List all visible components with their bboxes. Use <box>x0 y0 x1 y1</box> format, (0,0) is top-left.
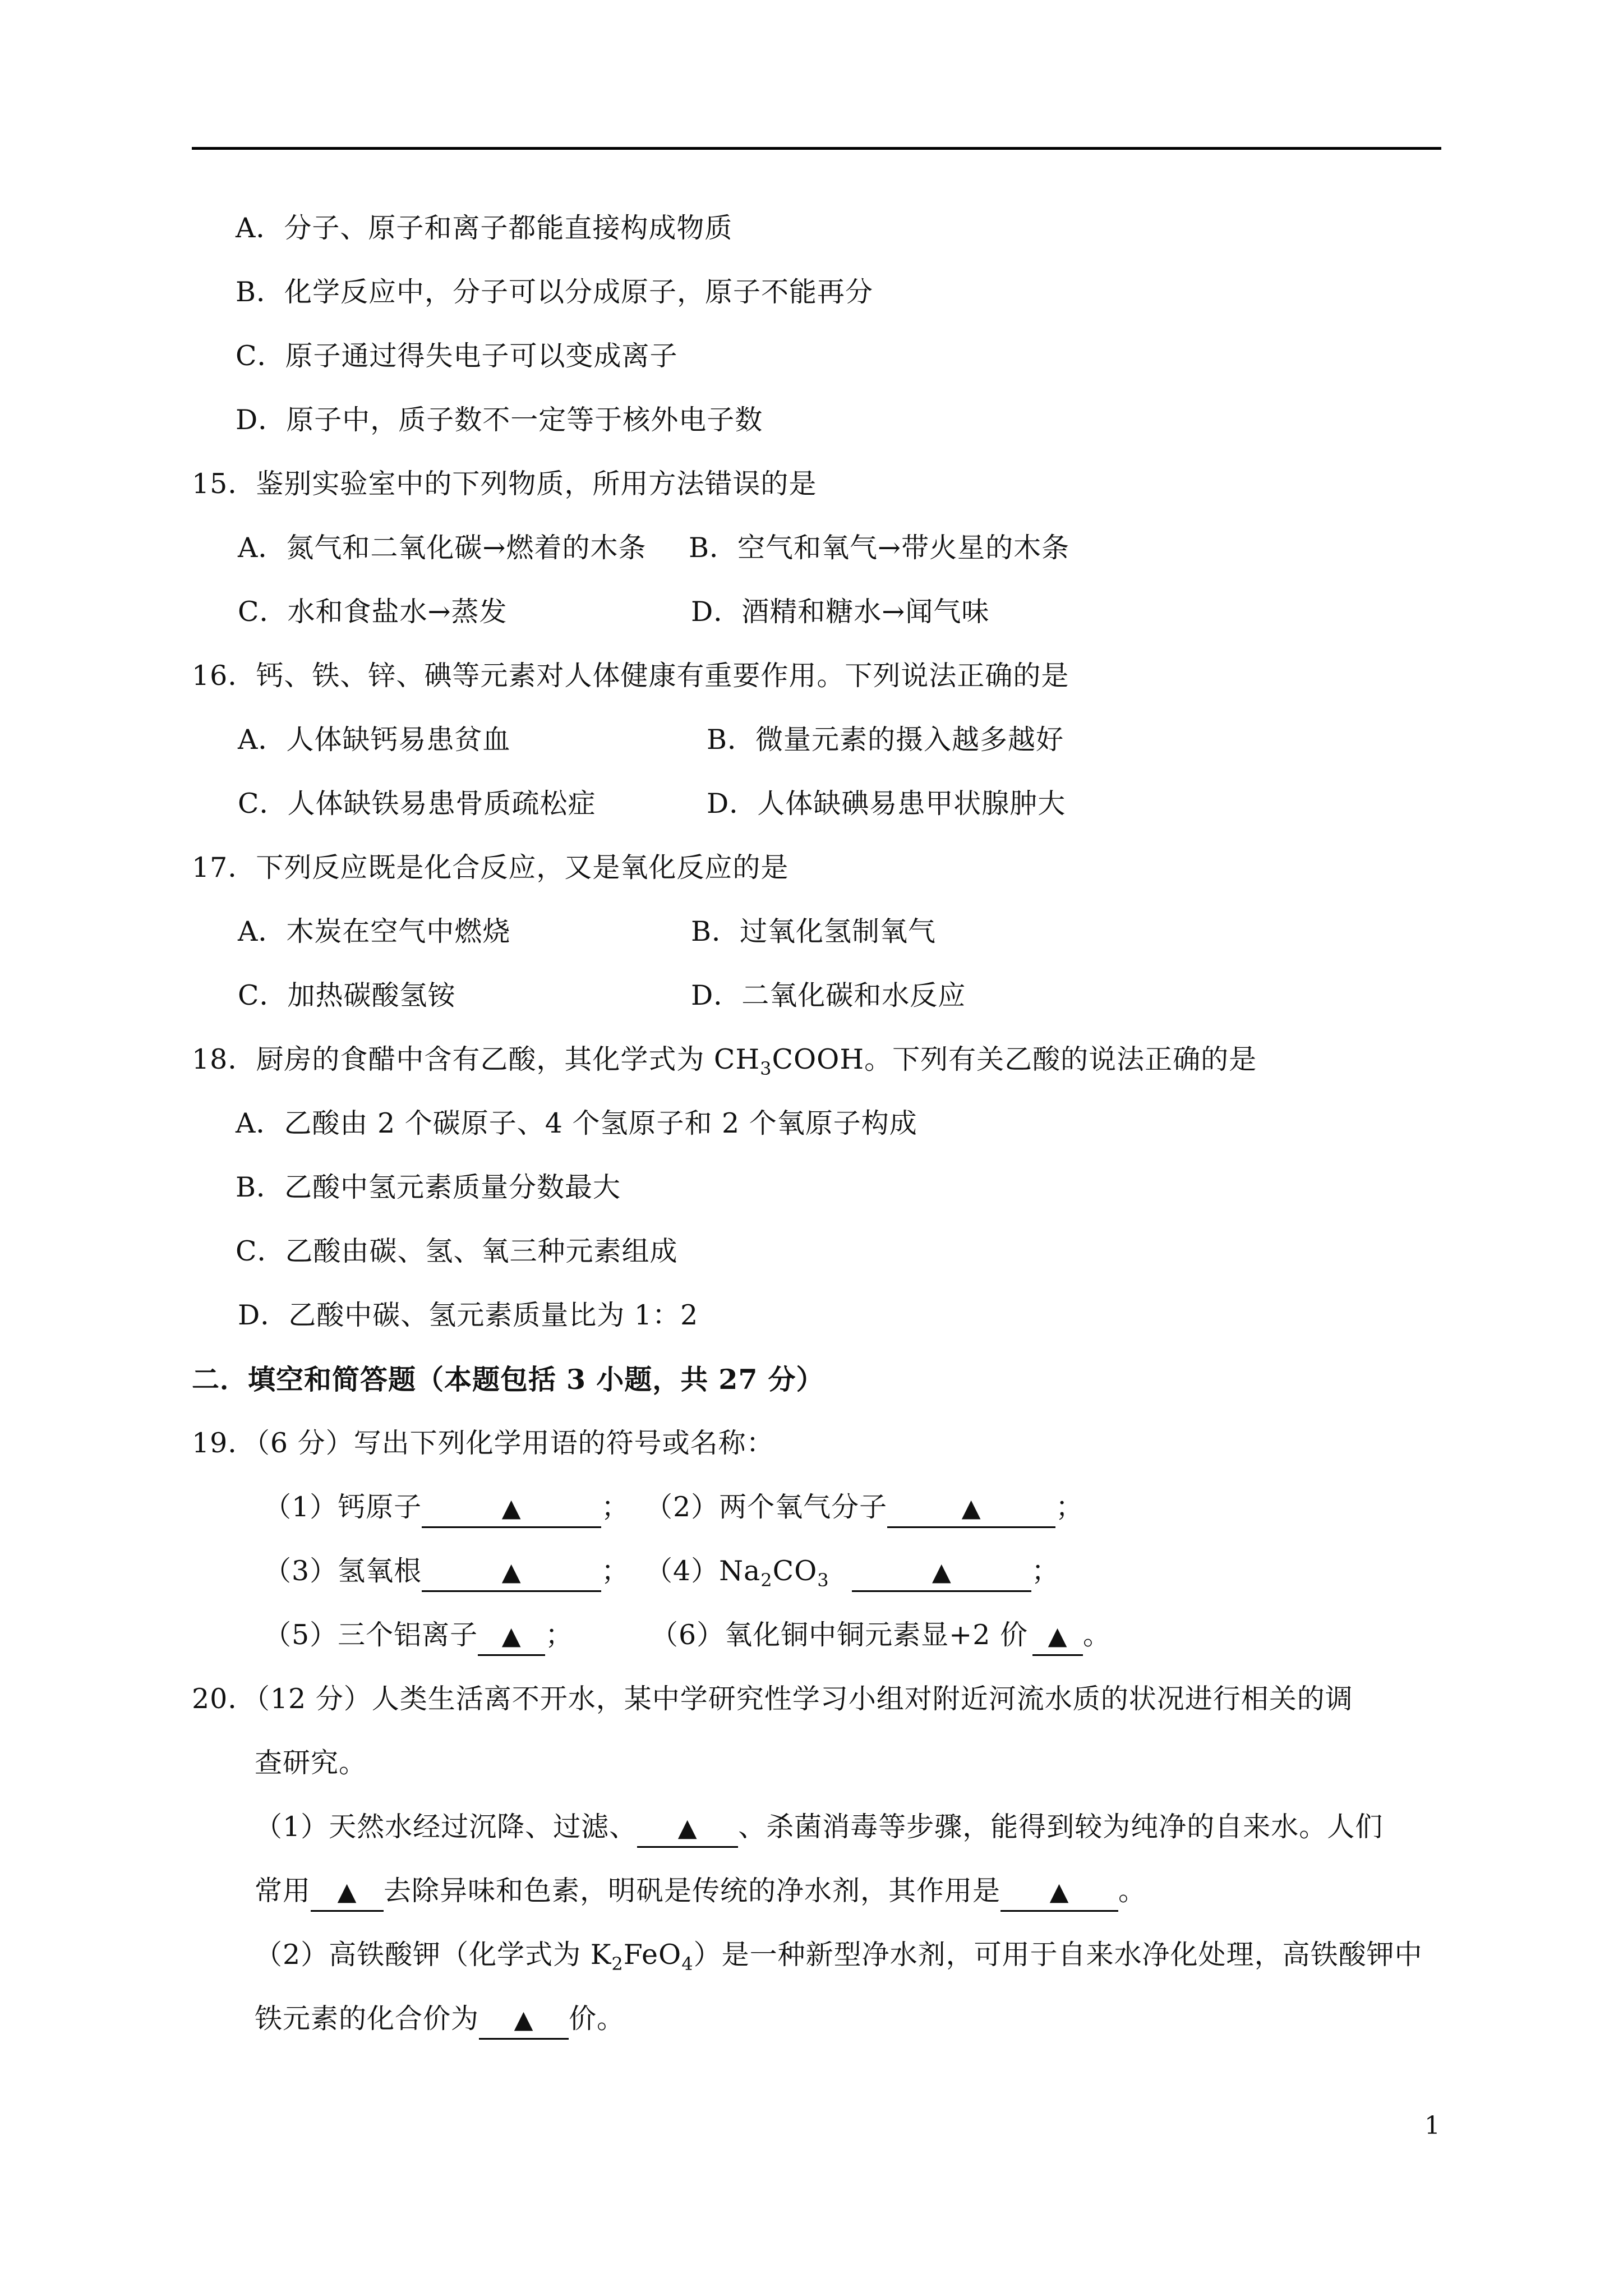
q20-part-2-line-1 <box>255 1935 1423 1975</box>
q20-part-1-text: 常用 <box>255 1875 311 1907</box>
q16-stem: 16．钙、铁、锌、碘等元素对人体健康有重要作用。下列说法正确的是 <box>192 660 1069 692</box>
q17-option-d: D．二氧化碳和水反应 <box>691 979 966 1011</box>
q15-stem: 15．鉴别实验室中的下列物质，所用方法错误的是 <box>192 468 817 500</box>
triangle-marker: ▲ <box>961 1494 981 1522</box>
q20-part-2-text: （2）高铁酸钾（化学式为 K <box>255 1939 612 1971</box>
q16-option-a: A．人体缺钙易患贫血 <box>238 724 511 756</box>
q20-part-2-unit: 价。 <box>569 2003 625 2035</box>
q18-option-b: B．乙酸中氢元素质量分数最大 <box>236 1171 621 1203</box>
answer-blank[interactable] <box>1000 1876 1118 1912</box>
q17-option-b: B．过氧化氢制氧气 <box>691 915 937 947</box>
q18-stem-text-end: COOH。下列有关乙酸的说法正确的是 <box>772 1043 1257 1075</box>
answer-blank[interactable] <box>311 1876 384 1912</box>
answer-blank[interactable] <box>1032 1621 1083 1656</box>
triangle-marker: ▲ <box>337 1878 357 1906</box>
answer-blank[interactable] <box>422 1557 601 1592</box>
q18-option-d: D．乙酸中碳、氢元素质量比为 1：2 <box>238 1299 699 1331</box>
q19-row-1-right <box>645 1488 1083 1527</box>
q20-part-1-line-1 <box>255 1807 1383 1847</box>
formula-subscript: 2 <box>611 1953 624 1975</box>
q14-option-d: D．原子中，质子数不一定等于核外电子数 <box>236 404 763 436</box>
triangle-marker: ▲ <box>1049 1878 1069 1906</box>
q19-row-3 <box>264 1616 573 1655</box>
q16-option-d: D．人体缺碘易患甲状腺肿大 <box>707 788 1066 820</box>
q19-part-2-label: （2）两个氧气分子 <box>645 1491 888 1523</box>
q20-stem-line-1: 20．（12 分）人类生活离不开水，某中学研究性学习小组对附近河流水质的状况进行相关的调 <box>192 1683 1353 1715</box>
q19-stem: 19．（6 分）写出下列化学用语的符号或名称： <box>192 1427 774 1459</box>
answer-blank[interactable] <box>478 1621 545 1656</box>
q19-part-4-label: （4）Na <box>645 1555 761 1587</box>
period: 。 <box>1082 1619 1111 1651</box>
q20-part-1-text: （1）天然水经过沉降、过滤、 <box>255 1811 638 1843</box>
header-rule <box>192 147 1441 150</box>
q18-stem <box>192 1040 1257 1079</box>
answer-blank[interactable] <box>479 2004 569 2040</box>
separator: ； <box>601 1555 630 1587</box>
q16-option-b: B．微量元素的摄入越多越好 <box>707 724 1064 756</box>
q20-part-1-text-mid: 去除异味和色素，明矾是传统的净水剂，其作用是 <box>384 1875 1001 1907</box>
q16-option-c: C．人体缺铁易患骨质疏松症 <box>238 788 596 820</box>
q20-stem-line-2: 查研究。 <box>255 1747 367 1779</box>
q15-option-b: B．空气和氧气→带火星的木条 <box>689 532 1070 564</box>
q17-option-a: A．木炭在空气中燃烧 <box>238 915 511 947</box>
q19-row-2-right <box>645 1552 1059 1591</box>
section-2-title: 二．填空和简答题（本题包括 3 小题，共 27 分） <box>192 1363 824 1396</box>
q20-part-2-line-2 <box>255 1999 625 2039</box>
formula-subscript: 2 <box>760 1569 773 1591</box>
q20-part-2-text: 铁元素的化合价为 <box>255 2003 479 2035</box>
triangle-marker: ▲ <box>501 1558 522 1586</box>
triangle-marker: ▲ <box>501 1622 522 1650</box>
q18-option-a: A．乙酸由 2 个碳原子、4 个氢原子和 2 个氧原子构成 <box>236 1107 917 1139</box>
q20-part-1-text-end: 、杀菌消毒等步骤，能得到较为纯净的自来水。人们 <box>738 1811 1384 1843</box>
triangle-marker: ▲ <box>1048 1622 1068 1650</box>
answer-blank[interactable] <box>422 1493 601 1528</box>
triangle-marker: ▲ <box>677 1814 698 1842</box>
answer-blank[interactable] <box>637 1812 738 1848</box>
separator: ； <box>601 1491 630 1523</box>
q18-option-c: C．乙酸由碳、氢、氧三种元素组成 <box>236 1235 678 1267</box>
q20-part-1-line-2 <box>255 1871 1146 1911</box>
q19-part-3-label: （3）氢氧根 <box>264 1555 422 1587</box>
q15-option-a: A．氮气和二氧化碳→燃着的木条 <box>238 532 647 564</box>
q19-row-1 <box>264 1488 629 1527</box>
q18-stem-text: 18．厨房的食醋中含有乙酸，其化学式为 CH <box>192 1043 760 1075</box>
formula-subscript: 4 <box>681 1953 694 1975</box>
q19-row-2 <box>264 1552 629 1591</box>
formula-subscript: 3 <box>817 1569 829 1591</box>
separator: ； <box>1031 1555 1060 1587</box>
q17-option-c: C．加热碳酸氢铵 <box>238 979 456 1011</box>
q14-option-c: C．原子通过得失电子可以变成离子 <box>236 340 678 372</box>
q19-part-4-formula: CO <box>772 1555 818 1587</box>
separator: ； <box>1055 1491 1084 1523</box>
q15-option-d: D．酒精和糖水→闻气味 <box>691 596 990 628</box>
q14-option-b: B．化学反应中，分子可以分成原子，原子不能再分 <box>236 276 874 308</box>
q18-formula-subscript: 3 <box>760 1057 772 1079</box>
q17-stem: 17．下列反应既是化合反应，又是氧化反应的是 <box>192 852 789 884</box>
triangle-marker: ▲ <box>501 1494 522 1522</box>
q14-option-a: A．分子、原子和离子都能直接构成物质 <box>236 212 733 244</box>
answer-blank[interactable] <box>852 1557 1031 1592</box>
q19-row-3-right <box>651 1616 1111 1655</box>
q20-part-2-text-end: ）是一种新型净水剂，可用于自来水净化处理，高铁酸钾中 <box>693 1939 1423 1971</box>
period: 。 <box>1118 1875 1147 1907</box>
q19-part-5-label: （5）三个铝离子 <box>264 1619 478 1651</box>
triangle-marker: ▲ <box>514 2005 534 2034</box>
page-number: 1 <box>1424 2111 1440 2140</box>
q19-part-1-label: （1）钙原子 <box>264 1491 422 1523</box>
separator: ； <box>545 1619 574 1651</box>
triangle-marker: ▲ <box>932 1558 952 1586</box>
q19-part-6-label: （6）氧化铜中铜元素显+2 价 <box>651 1619 1028 1651</box>
answer-blank[interactable] <box>887 1493 1055 1528</box>
q15-option-c: C．水和食盐水→蒸发 <box>238 596 508 628</box>
q20-part-2-formula: FeO <box>623 1939 682 1971</box>
